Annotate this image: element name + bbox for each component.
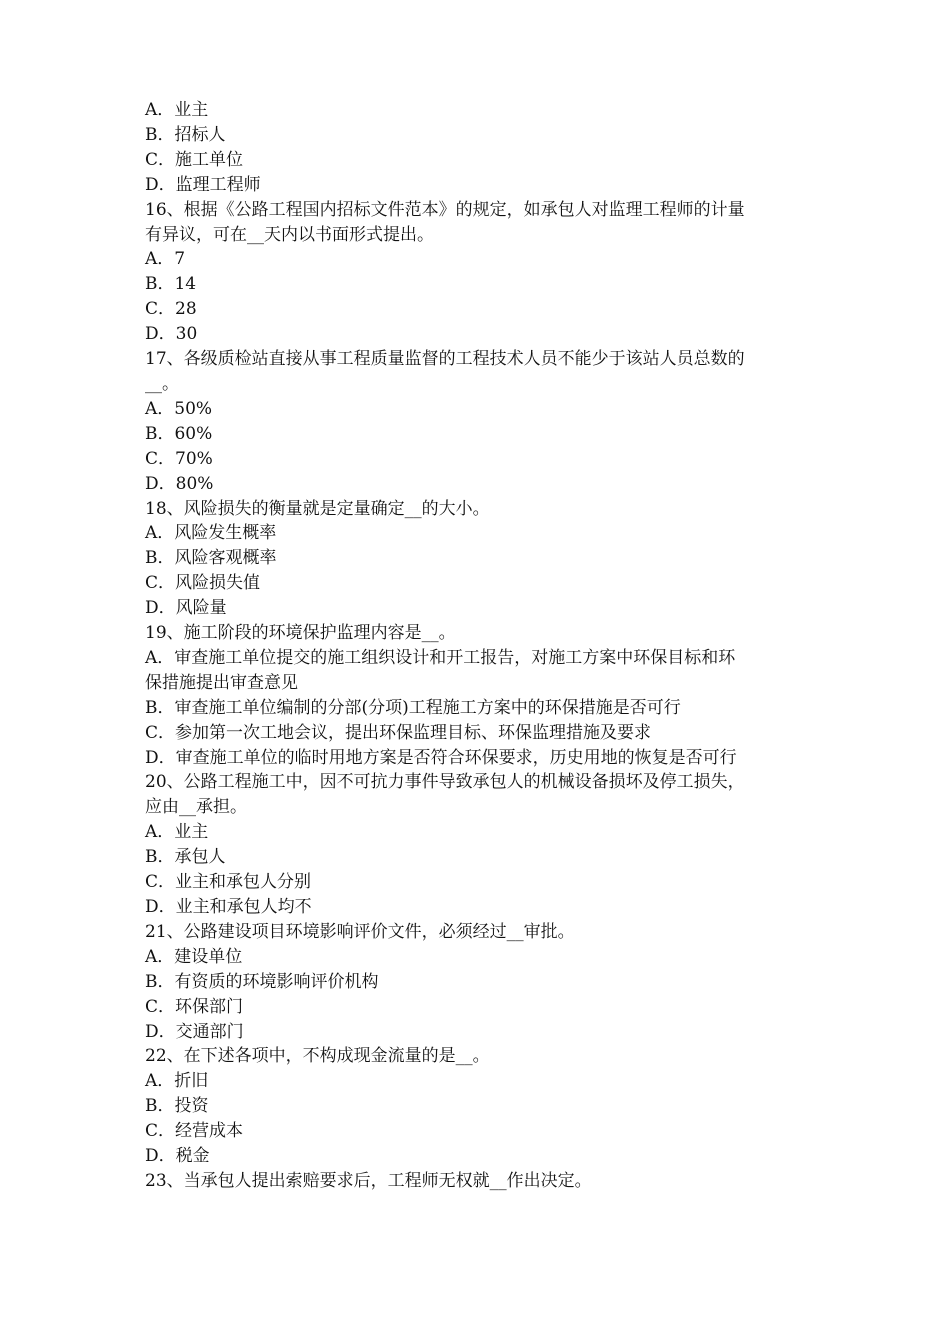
text-line: D．监理工程师 xyxy=(145,174,261,195)
text-line: B．60% xyxy=(145,423,213,444)
text-line: B．承包人 xyxy=(145,847,226,868)
text-line: C．28 xyxy=(145,299,197,320)
text-line: B．风险客观概率 xyxy=(145,548,277,569)
text-line: 19、施工阶段的环境保护监理内容是__。 xyxy=(145,623,456,644)
text-line: B．审查施工单位编制的分部(分项)工程施工方案中的环保措施是否可行 xyxy=(145,697,681,718)
text-line: 20、公路工程施工中，因不可抗力事件导致承包人的机械设备损坏及停工损失， xyxy=(145,772,745,793)
text-line: D．审查施工单位的临时用地方案是否符合环保要求，历史用地的恢复是否可行 xyxy=(145,747,737,768)
text-line: B．招标人 xyxy=(145,124,226,145)
text-line: A．建设单位 xyxy=(145,946,243,967)
text-line: B．14 xyxy=(145,274,197,295)
text-line: C．经营成本 xyxy=(145,1121,244,1142)
document-body xyxy=(145,98,815,1194)
text-line: B．有资质的环境影响评价机构 xyxy=(145,971,379,992)
text-line: C．业主和承包人分别 xyxy=(145,872,312,893)
text-line: __。 xyxy=(145,373,179,394)
text-line: C．风险损失值 xyxy=(145,573,261,594)
text-line: C．参加第一次工地会议，提出环保监理目标、环保监理措施及要求 xyxy=(145,722,652,743)
text-line: 16、根据《公路工程国内招标文件范本》的规定，如承包人对监理工程师的计量 xyxy=(145,199,745,220)
text-line: 17、各级质检站直接从事工程质量监督的工程技术人员不能少于该站人员总数的 xyxy=(145,349,745,370)
text-line: A．业主 xyxy=(145,100,209,120)
text-line: A．业主 xyxy=(145,822,209,843)
text-line: D．风险量 xyxy=(145,598,227,619)
text-line: A．7 xyxy=(145,249,186,270)
text-line: D．30 xyxy=(145,324,198,345)
text-line: A．审查施工单位提交的施工组织设计和开工报告，对施工方案中环保目标和环 xyxy=(145,647,736,668)
text-line: 应由__承担。 xyxy=(145,797,247,818)
text-line: C．70% xyxy=(145,448,213,469)
text-line: 有异议，可在__天内以书面形式提出。 xyxy=(145,224,434,245)
text-line: C．环保部门 xyxy=(145,996,244,1017)
text-line: A．折旧 xyxy=(145,1071,209,1092)
text-line: D．交通部门 xyxy=(145,1021,244,1042)
text-line: D．税金 xyxy=(145,1146,210,1167)
text-line: 22、在下述各项中，不构成现金流量的是__。 xyxy=(145,1046,490,1067)
text-line: A．50% xyxy=(145,398,213,419)
text-line: 保措施提出审查意见 xyxy=(145,672,298,693)
text-line: D．80% xyxy=(145,473,214,494)
text-line: B．投资 xyxy=(145,1096,209,1117)
text-line: 23、当承包人提出索赔要求后，工程师无权就__作出决定。 xyxy=(145,1170,592,1191)
text-line: C．施工单位 xyxy=(145,149,244,170)
text-line: D．业主和承包人均不 xyxy=(145,897,312,917)
text-line: 21、公路建设项目环境影响评价文件，必须经过__审批。 xyxy=(145,921,575,942)
text-line: A．风险发生概率 xyxy=(145,523,277,544)
text-line: 18、风险损失的衡量就是定量确定__的大小。 xyxy=(145,498,490,519)
